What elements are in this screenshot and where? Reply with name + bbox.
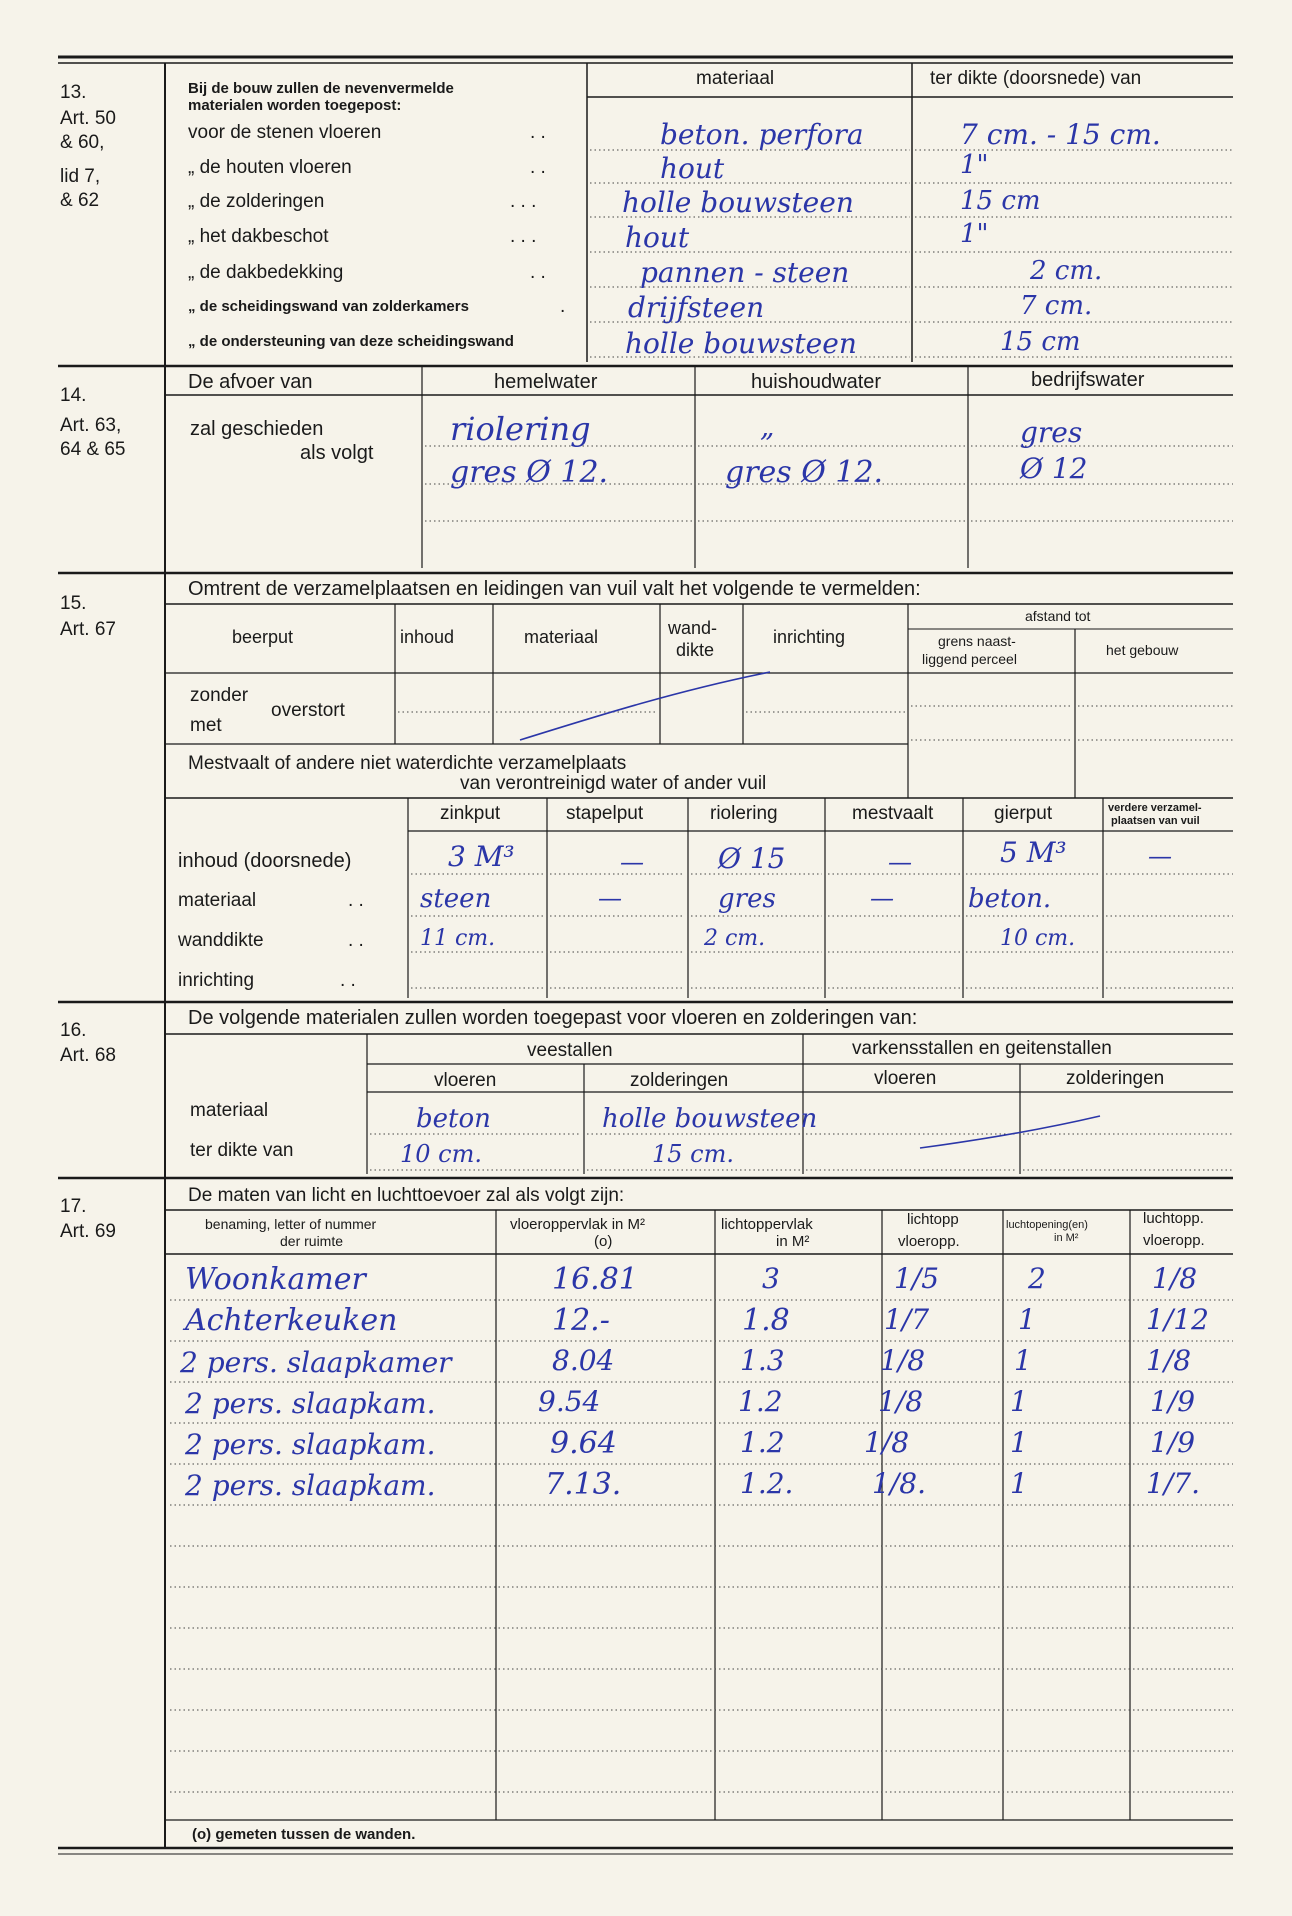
section-13-number: 13. [60, 82, 87, 103]
s15-col-inhoud: inhoud [400, 627, 455, 647]
section-15-number: 15. [60, 593, 87, 614]
s15-col-beerput: beerput [232, 627, 294, 647]
s17-ruimte: Woonkamer [185, 1262, 366, 1297]
s14-bedrijf-1: gres [1020, 416, 1083, 449]
s14-label-2: als volgt [300, 442, 374, 464]
s15-col-materiaal: materiaal [524, 627, 599, 647]
s13-dikte-value: 1" [960, 150, 989, 180]
s15-col-verdere-2: plaatsen van vuil [1111, 815, 1200, 827]
s14-label-1: zal geschieden [190, 418, 324, 440]
section-14-number: 14. [60, 385, 87, 406]
s14-hemel-2: gres Ø 12. [450, 455, 609, 490]
s13-dikte-value: 7 cm. - 15 cm. [960, 118, 1161, 151]
s15-gierput-wanddikte: 10 cm. [1000, 926, 1076, 951]
s17-licht: 1.2. [740, 1467, 794, 1500]
s13-row-label: „ de houten vloeren [188, 157, 352, 178]
s15-col-gebouw: het gebouw [1106, 642, 1179, 658]
s15-col-grens-1: grens naast- [938, 633, 1016, 649]
s16-row-dikte: ter dikte van [190, 1140, 294, 1161]
s14-huis-2: gres Ø 12. [725, 455, 884, 490]
s16-col-vloeren: vloeren [874, 1068, 937, 1089]
s13-materiaal-value: hout [660, 152, 725, 185]
s13-materiaal-value: drijfsteen [628, 291, 765, 324]
section-13-art-3: lid 7, [60, 166, 101, 187]
s14-huis-1: „ [760, 410, 775, 443]
s15-gierput-materiaal: beton. [968, 884, 1052, 914]
s17-col-vloer-1: vloeroppervlak in M² [510, 1216, 646, 1233]
s17-licht: 1.2 [738, 1385, 783, 1418]
s15-row-zonder: zonder [190, 685, 249, 706]
s15-row-inhoud: inhoud (doorsnede) [178, 850, 352, 872]
s17-vloer: 9.64 [550, 1426, 617, 1461]
section-13-art-4: & 62 [60, 190, 100, 211]
s13-col-dikte: ter dikte (doorsnede) van [930, 68, 1142, 89]
s15-col-mestvaalt: mestvaalt [852, 803, 934, 824]
s13-dikte-value: 15 cm [960, 186, 1041, 216]
s17-col-vloer-2: (o) [594, 1233, 613, 1250]
section-17-art-1: Art. 69 [60, 1221, 116, 1242]
s16-col-zolderingen: zolderingen [630, 1070, 729, 1091]
s13-row-label: „ de zolderingen [188, 191, 325, 212]
s14-bedrijf-2: Ø 12 [1020, 452, 1088, 485]
s17-vloer: 7.13. [545, 1467, 622, 1502]
s13-row-dots: . . [530, 262, 546, 283]
s16-vee-vloeren-dikte: 10 cm. [400, 1140, 482, 1168]
s15-col-gierput: gierput [994, 803, 1053, 824]
s17-licht: 1.3 [740, 1344, 785, 1377]
s17-ruimte: 2 pers. slaapkam. [185, 1469, 436, 1502]
s15-riolering-wanddikte: 2 cm. [704, 926, 766, 951]
s13-row-label: „ de dakbedekking [188, 262, 344, 283]
s13-dikte-value: 15 cm [1000, 327, 1081, 357]
s15-zinkput-inhoud: 3 M³ [448, 840, 515, 873]
s17-ruimte: Achterkeuken [185, 1303, 398, 1338]
s13-materiaal-value: holle bouwsteen [622, 186, 854, 219]
s13-dikte-value: 7 cm. [1020, 291, 1093, 321]
s15-col-riolering: riolering [710, 803, 778, 824]
s17-col-ratio-1: lichtopp [907, 1211, 959, 1228]
s15-zinkput-materiaal: steen [420, 884, 492, 914]
s15-row-dots: . . [348, 890, 364, 911]
s17-col-lratio-2: vloeropp. [1143, 1232, 1205, 1249]
s13-intro-2: materialen worden toegepost: [188, 97, 402, 114]
s15-row-materiaal: materiaal [178, 890, 257, 911]
s15-col-zinkput: zinkput [440, 803, 501, 824]
s15-row-overstort: overstort [271, 700, 345, 721]
s17-lratio: 1/12 [1146, 1303, 1209, 1336]
s15-col-wanddikte-1: wand- [668, 618, 718, 638]
s17-ratio: 1/8 [864, 1426, 910, 1459]
s14-col-bedrijf: bedrijfswater [1031, 369, 1145, 391]
s15-row-inrichting: inrichting [178, 970, 255, 991]
s15-stapelput-materiaal: — [598, 884, 622, 912]
s15-mest-line-1: Mestvaalt of andere niet waterdichte verzamelplaats [188, 753, 627, 774]
s15-col-stapelput: stapelput [566, 803, 644, 824]
s16-col-varkens: varkensstallen en geitenstallen [852, 1038, 1112, 1059]
s17-ratio: 1/8. [872, 1467, 926, 1500]
s17-ratio: 1/5 [894, 1262, 940, 1295]
s17-col-licht-1: lichtoppervlak [721, 1216, 813, 1233]
s16-col-zolderingen: zolderingen [1066, 1068, 1165, 1089]
s13-row-dots: . . [530, 157, 546, 178]
s15-col-wanddikte-2: dikte [676, 640, 715, 660]
s17-ratio: 1/8 [878, 1385, 924, 1418]
s13-dikte-value: 2 cm. [1030, 256, 1103, 286]
s15-stapelput-inhoud: — [620, 848, 644, 876]
s17-col-lucht-1: luchtopening(en) [1006, 1219, 1088, 1231]
s15-row-met: met [190, 715, 222, 736]
section-15-art-1: Art. 67 [60, 619, 116, 640]
s17-col-ratio-2: vloeropp. [898, 1233, 960, 1250]
s17-lucht: 1 [1018, 1303, 1036, 1336]
s15-mest-line-2: van verontreinigd water of ander vuil [460, 773, 767, 794]
s17-licht: 3 [762, 1262, 780, 1295]
s17-heading: De maten van licht en luchttoevoer zal als volgt zijn: [188, 1185, 625, 1206]
s17-vloer: 12.- [552, 1303, 610, 1338]
s14-header-label: De afvoer van [188, 371, 313, 393]
s17-lucht: 1 [1010, 1426, 1028, 1459]
s13-col-materiaal: materiaal [696, 68, 775, 89]
s13-row-label: voor de stenen vloeren [188, 122, 382, 143]
s15-row-dots: . . [340, 970, 356, 991]
s13-row-dots: . . [530, 122, 546, 143]
s17-lucht: 1 [1010, 1385, 1028, 1418]
s17-col-lucht-2: in M² [1054, 1232, 1079, 1244]
s13-dikte-value: 1" [960, 219, 989, 249]
s15-col-inrichting: inrichting [773, 627, 846, 647]
s16-vee-zold-dikte: 15 cm. [652, 1140, 734, 1168]
s17-ruimte: 2 pers. slaapkamer [180, 1346, 452, 1379]
s17-col-lratio-1: luchtopp. [1143, 1210, 1204, 1227]
s17-footnote: (o) gemeten tussen de wanden. [192, 1826, 416, 1843]
s16-vee-zold-mat: holle bouwsteen [602, 1104, 818, 1134]
s13-row-dots: . [560, 296, 566, 317]
section-13-art-1: Art. 50 [60, 108, 116, 129]
s17-licht: 1.8 [742, 1303, 790, 1338]
s15-col-afstand: afstand tot [1025, 608, 1091, 624]
s16-row-materiaal: materiaal [190, 1100, 269, 1121]
s17-vloer: 16.81 [552, 1262, 638, 1297]
s17-ruimte: 2 pers. slaapkam. [185, 1428, 436, 1461]
s17-lratio: 1/9 [1150, 1385, 1196, 1418]
s13-row-dots: . . . [510, 226, 537, 247]
s14-col-huis: huishoudwater [751, 371, 882, 393]
s17-ratio: 1/8 [880, 1344, 926, 1377]
s17-col-ruimte-1: benaming, letter of nummer [205, 1216, 377, 1232]
s17-vloer: 9.54 [538, 1385, 601, 1418]
s13-row-dots: . . . [510, 191, 537, 212]
s15-col-verdere-1: verdere verzamel- [1108, 802, 1202, 814]
s17-lratio: 1/8 [1146, 1344, 1192, 1377]
s15-col-grens-2: liggend perceel [922, 651, 1017, 667]
s15-verdere-inhoud: — [1148, 842, 1172, 870]
s15-gierput-inhoud: 5 M³ [1000, 836, 1067, 869]
s17-lratio: 1/8 [1152, 1262, 1198, 1295]
s17-lucht: 1 [1010, 1467, 1028, 1500]
section-16-number: 16. [60, 1020, 87, 1041]
s13-materiaal-value: holle bouwsteen [625, 327, 857, 360]
s13-row-label: „ de scheidingswand van zolderkamers [188, 298, 469, 315]
section-14-art-1: Art. 63, [60, 415, 122, 436]
s17-ratio: 1/7 [884, 1303, 930, 1336]
s16-heading: De volgende materialen zullen worden toegepast voor vloeren en zolderingen van: [188, 1007, 918, 1029]
s17-lucht: 1 [1014, 1344, 1032, 1377]
s13-intro-1: Bij de bouw zullen de nevenvermelde [188, 80, 454, 97]
s17-vloer: 8.04 [552, 1344, 615, 1377]
section-14-art-2: 64 & 65 [60, 439, 126, 460]
s13-materiaal-value: pannen - steen [640, 256, 850, 289]
s13-row-label: „ het dakbeschot [188, 226, 329, 247]
s17-lucht: 2 [1028, 1262, 1046, 1295]
s16-vee-vloeren-mat: beton [416, 1104, 491, 1134]
section-16-art-1: Art. 68 [60, 1045, 116, 1066]
s15-riolering-materiaal: gres [718, 884, 776, 914]
s16-col-vloeren: vloeren [434, 1070, 497, 1091]
s15-mestvaalt-inhoud: — [888, 848, 912, 876]
s17-col-ruimte-2: der ruimte [280, 1233, 344, 1249]
s17-lratio: 1/9 [1150, 1426, 1196, 1459]
s17-ruimte: 2 pers. slaapkam. [185, 1387, 436, 1420]
s15-heading: Omtrent de verzamelplaatsen en leidingen van vuil valt het volgende te vermelden: [188, 578, 921, 600]
s15-mestvaalt-materiaal: — [870, 884, 894, 912]
s17-lratio: 1/7. [1146, 1467, 1200, 1500]
s17-col-licht-2: in M² [776, 1233, 810, 1250]
s15-row-wanddikte: wanddikte [178, 930, 264, 951]
s14-col-hemel: hemelwater [494, 371, 598, 393]
s16-col-veestallen: veestallen [527, 1040, 613, 1061]
section-17-number: 17. [60, 1196, 87, 1217]
s13-materiaal-value: beton. perfora [660, 118, 864, 151]
s13-row-label: „ de ondersteuning van deze scheidingswand [188, 333, 514, 350]
s15-row-dots: . . [348, 930, 364, 951]
s15-riolering-inhoud: Ø 15 [718, 842, 786, 875]
section-13-art-2: & 60, [60, 132, 105, 153]
s17-licht: 1.2 [740, 1426, 785, 1459]
s14-hemel-1: riolering [450, 410, 591, 448]
s15-zinkput-wanddikte: 11 cm. [420, 926, 496, 951]
s13-materiaal-value: hout [625, 221, 690, 254]
